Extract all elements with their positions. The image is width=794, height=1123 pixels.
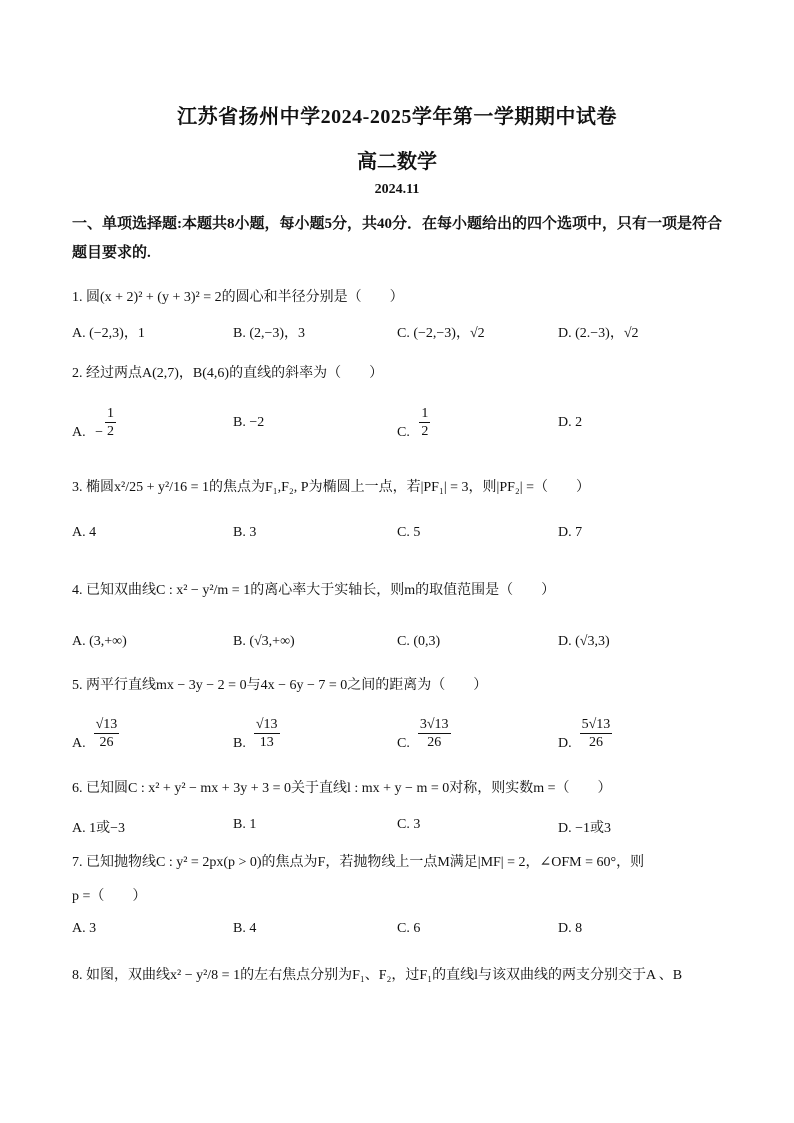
option-b: B. (2,−3)，3	[233, 326, 306, 341]
question-1-stem: 1. 圆(x + 2)² + (y + 3)² = 2的圆心和半径分别是（ ）	[72, 290, 404, 305]
option-a	[72, 405, 118, 440]
fraction	[418, 716, 451, 751]
option-label: C.	[397, 735, 410, 751]
denominator: 2	[421, 424, 429, 439]
option-b: B. −2	[233, 415, 265, 430]
option-c	[397, 405, 432, 440]
option-d: D. −1或3	[558, 821, 612, 836]
fraction	[419, 405, 430, 440]
option-d: D. 8	[558, 921, 583, 936]
question-6-options	[72, 817, 732, 841]
exam-date: 2024.11	[374, 182, 420, 197]
option-a: A. (−2,3)，1	[72, 326, 145, 341]
option-d: D. 2	[558, 415, 583, 430]
question-4-stem: 4. 已知双曲线C : x² − y²/m = 1的离心率大于实轴长，则m的取值范围是（ ）	[72, 583, 556, 598]
option-b	[233, 716, 282, 751]
option-a: A. 1或−3	[72, 821, 126, 836]
question-5-options	[72, 716, 732, 760]
question-3-options	[72, 525, 732, 549]
question-5-stem: 5. 两平行直线mx − 3y − 2 = 0与4x − 6y − 7 = 0之间的距离为（ ）	[72, 678, 488, 693]
option-label: D.	[558, 735, 572, 751]
question-2-stem: 2. 经过两点A(2,7)，B(4,6)的直线的斜率为（ ）	[72, 366, 384, 381]
question-3-stem: 3. 椭圆x²/25 + y²/16 = 1的焦点为F₁,F₂, P为椭圆上一点，若|PF₁| = 3，则|PF₂| =（ ）	[72, 480, 590, 495]
option-label: B.	[233, 735, 246, 751]
numerator: √13	[95, 717, 118, 732]
option-c: C. 6	[397, 921, 421, 936]
option-c	[397, 716, 453, 751]
option-a	[72, 716, 121, 751]
option-b: B. 1	[233, 817, 257, 832]
option-label: C.	[397, 424, 410, 440]
option-d	[558, 716, 614, 751]
option-c: C. (−2,−3)，√2	[397, 326, 485, 341]
option-a: A. 4	[72, 525, 97, 540]
numerator: √13	[255, 717, 278, 732]
question-7-options	[72, 921, 732, 945]
page-title: 江苏省扬州中学2024-2025学年第一学期期中试卷	[177, 106, 617, 128]
denominator: 26	[99, 735, 114, 750]
option-a: A. 3	[72, 921, 97, 936]
option-c: C. (0,3)	[397, 634, 441, 649]
option-label: A.	[72, 735, 86, 751]
fraction	[580, 716, 613, 751]
option-b: B. (√3,+∞)	[233, 634, 295, 649]
fraction	[105, 405, 116, 440]
option-c: C. 5	[397, 525, 421, 540]
question-8-stem: 8. 如图，双曲线x² − y²/8 = 1的左右焦点分别为F₁、F₂，过F₁的直线l与该双曲线的两支分别交于A 、B	[72, 968, 683, 983]
option-b: B. 4	[233, 921, 257, 936]
option-d: D. (2.−3)，√2	[558, 326, 639, 341]
numerator: 3√13	[419, 717, 449, 732]
option-d: D. 7	[558, 525, 583, 540]
fraction	[254, 716, 280, 751]
sign: −	[95, 424, 104, 440]
page-subtitle: 高二数学	[357, 151, 437, 173]
question-7-stem: 7. 已知抛物线C : y² = 2px(p > 0)的焦点为F，若抛物线上一点M满足|MF| = 2，∠OFM = 60°，则	[72, 855, 645, 870]
denominator: 26	[588, 735, 603, 750]
question-1-options	[72, 322, 732, 346]
numerator: 1	[421, 406, 429, 421]
question-6-stem: 6. 已知圆C : x² + y² − mx + 3y + 3 = 0关于直线l : mx + y − m = 0对称，则实数m =（ ）	[72, 781, 612, 796]
denominator: 26	[427, 735, 442, 750]
option-label: A.	[72, 424, 86, 440]
option-d: D. (√3,3)	[558, 634, 610, 649]
option-a: A. (3,+∞)	[72, 634, 127, 649]
numerator: 1	[107, 406, 115, 421]
option-c: C. 3	[397, 817, 421, 832]
denominator: 2	[107, 424, 115, 439]
section-heading: 一、单项选择题:本题共8小题，每小题5分，共40分．在每小题给出的四个选项中，只有一项是符合题目要求的.	[72, 216, 722, 261]
numerator: 5√13	[581, 717, 611, 732]
option-b: B. 3	[233, 525, 257, 540]
question-7-stem-line2: p =（ ）	[72, 889, 147, 904]
question-4-options	[72, 634, 732, 658]
question-2-options	[72, 405, 732, 445]
fraction	[94, 716, 120, 751]
denominator: 13	[259, 735, 274, 750]
